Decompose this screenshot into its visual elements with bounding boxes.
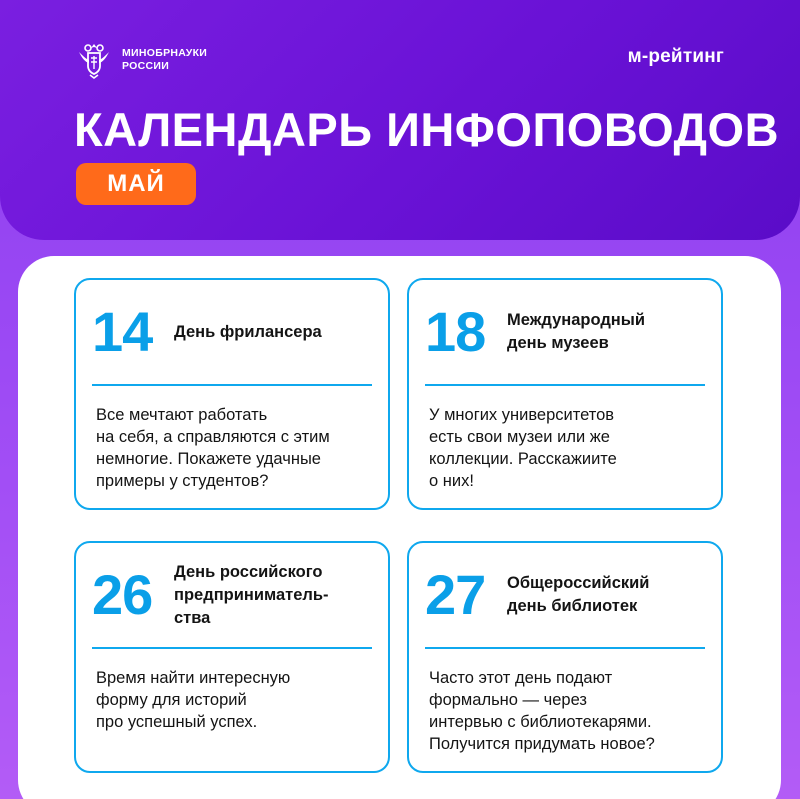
event-card <box>74 278 390 510</box>
event-name-line: ства <box>174 608 211 627</box>
event-description-line: интервью с библиотекарями. <box>429 713 652 731</box>
event-description-line: про успешный успех. <box>96 713 258 731</box>
event-description-line: примеры у студентов? <box>96 472 269 490</box>
card-divider <box>92 647 372 649</box>
event-card <box>407 541 723 773</box>
event-card <box>407 278 723 510</box>
event-description <box>429 404 711 492</box>
event-description-line: есть свои музеи или же <box>429 428 610 446</box>
page-title: КАЛЕНДАРЬ ИНФОПОВОДОВ <box>74 103 780 156</box>
event-name-line: Международный <box>507 311 646 329</box>
brand-label: м-рейтинг <box>627 46 724 67</box>
event-day: 18 <box>425 300 486 363</box>
event-description-line: немногие. Покажете удачные <box>96 450 321 468</box>
card-divider <box>92 384 372 386</box>
card-divider <box>425 647 705 649</box>
ministry-name-line1: МИНОБРНАУКИ <box>122 47 208 59</box>
event-name <box>174 321 322 344</box>
ministry-name-line2: РОССИИ <box>122 60 170 72</box>
event-name-line: День российского <box>174 562 323 581</box>
event-description-line: форму для историй <box>96 691 247 709</box>
event-name <box>507 309 645 355</box>
event-name-line: предприниматель- <box>174 585 329 604</box>
event-description-line: формально — через <box>429 691 587 709</box>
event-card <box>74 541 390 773</box>
event-day: 27 <box>425 563 486 626</box>
event-description-line: Все мечтают работать <box>96 406 268 424</box>
eagle-emblem-icon <box>76 40 112 80</box>
event-description <box>429 667 711 755</box>
cards-panel <box>18 256 781 799</box>
event-name-line: Общероссийский <box>507 574 650 592</box>
header-banner <box>0 0 800 240</box>
ministry-logo <box>76 40 207 80</box>
event-name <box>174 561 329 630</box>
event-name-line: День фрилансера <box>174 322 322 341</box>
event-day: 14 <box>92 300 153 363</box>
event-description-line: о них! <box>429 472 474 490</box>
event-description-line: У многих университетов <box>429 406 615 424</box>
event-name-line: день библиотек <box>507 597 638 615</box>
event-name-line: день музеев <box>507 334 609 352</box>
event-description-line: Время найти интересную <box>96 669 291 687</box>
event-description <box>96 404 378 492</box>
event-description <box>96 667 378 733</box>
event-name <box>507 572 649 618</box>
event-day: 26 <box>92 563 153 626</box>
card-divider <box>425 384 705 386</box>
event-description-line: коллекции. Расскажиите <box>429 450 617 468</box>
month-badge: МАЙ <box>76 163 196 205</box>
event-description-line: Часто этот день подают <box>429 669 613 687</box>
event-description-line: Получится придумать новое? <box>429 735 655 753</box>
event-description-line: на себя, а справляются с этим <box>96 428 330 446</box>
